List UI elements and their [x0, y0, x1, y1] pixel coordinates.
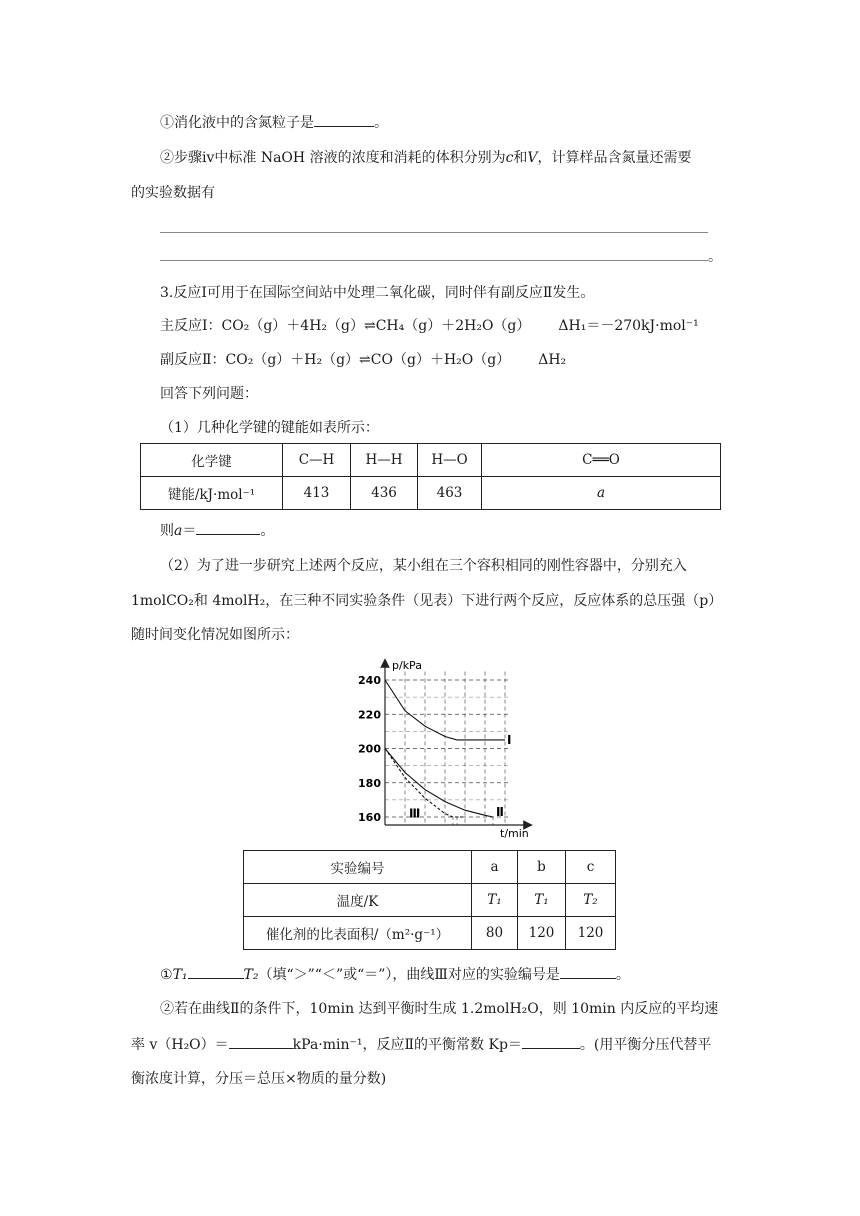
- main-dh: ΔH₁＝－270kJ·mol⁻¹: [558, 318, 699, 334]
- answer-rule-2[interactable]: [160, 260, 708, 261]
- series-label: Ⅱ: [496, 804, 504, 819]
- q1-end-5: 。: [708, 249, 722, 265]
- table-cell: 催化剂的比表面积/（m²·g⁻¹）: [244, 917, 472, 950]
- table-row: [244, 917, 616, 950]
- y-tick-label: 180: [358, 776, 381, 790]
- var-t1: T₁: [172, 967, 188, 983]
- q1-text-2: ②步骤ⅳ中标准 NaOH 溶液的浓度和消耗的体积分别为: [160, 150, 506, 166]
- table-cell: 413: [283, 477, 351, 510]
- q1-line-1: [160, 112, 388, 133]
- var-c: c: [505, 150, 514, 166]
- part-2-line-3: 随时间变化情况如图所示：: [131, 627, 299, 643]
- subq-2-part-a: 率 v（H₂O）＝: [131, 1037, 229, 1053]
- var-v: V: [527, 150, 538, 166]
- q1-end-1: 。: [374, 115, 388, 131]
- y-axis-label: p/kPa: [392, 659, 422, 672]
- table-cell: H—O: [418, 444, 482, 477]
- then-a-line: [160, 520, 274, 541]
- var-a: a: [174, 523, 183, 539]
- experiment-table: [243, 850, 616, 950]
- part-1-text: （1）几种化学键的键能如表所示：: [160, 420, 379, 436]
- answer-rule-1[interactable]: [160, 232, 708, 233]
- pressure-time-chart: [350, 655, 540, 840]
- table-cell: 120: [566, 917, 616, 950]
- var-t2: T₂: [243, 967, 259, 983]
- table-cell: T₂: [566, 884, 616, 917]
- side-label: 副反应Ⅱ：: [160, 352, 226, 368]
- main-label: 主反应Ⅰ：: [160, 318, 222, 334]
- y-tick-label: 240: [358, 674, 381, 687]
- table-cell: C══O: [482, 444, 721, 477]
- part-2-line-1: （2）为了进一步研究上述两个反应，某小组在三个容积相同的刚性容器中，分别充入: [160, 558, 687, 574]
- table-cell: 化学键: [141, 444, 283, 477]
- table-row: [244, 884, 616, 917]
- main-reaction: [160, 316, 699, 336]
- table-cell: 436: [351, 477, 418, 510]
- subq-2-line-3: 衡浓度计算，分压＝总压×物质的量分数): [131, 1071, 387, 1087]
- table-row: [244, 851, 616, 884]
- chart-grid: [385, 671, 510, 825]
- x-axis-label: t/min: [500, 827, 529, 840]
- y-tick-label: 200: [358, 742, 381, 756]
- side-eq: CO₂（g）＋H₂（g）⇌CO（g）＋H₂O（g）: [225, 352, 511, 368]
- table-cell: a: [482, 477, 721, 510]
- table-cell: a: [472, 851, 518, 884]
- blank-1[interactable]: [314, 112, 374, 127]
- blank-rate[interactable]: [229, 1034, 293, 1049]
- side-reaction: [160, 350, 566, 370]
- table-cell: C—H: [283, 444, 351, 477]
- blank-compare[interactable]: [188, 964, 244, 979]
- table-cell: c: [566, 851, 616, 884]
- table-row: [141, 444, 721, 477]
- q1-and: 和: [513, 150, 528, 166]
- then-eq: ＝: [182, 523, 197, 539]
- table-cell: 实验编号: [244, 851, 472, 884]
- y-tick-label: 160: [358, 811, 381, 824]
- blank-curve-iii[interactable]: [560, 964, 616, 979]
- series-label: Ⅲ: [409, 806, 421, 821]
- table-cell: b: [518, 851, 566, 884]
- subq-1-line: ①T₁ T₂（填“＞”“＜”或“＝”），曲线Ⅲ对应的实验编号是 。: [160, 964, 630, 985]
- table-cell: H—H: [351, 444, 418, 477]
- part-2-line-2: 1molCO₂和 4molH₂，在三种不同实验条件（见表）下进行两个反应，反应体系的总压强（p）: [131, 593, 723, 609]
- table-cell: T₁: [472, 884, 518, 917]
- then-end: 。: [260, 523, 275, 539]
- table-cell: 120: [518, 917, 566, 950]
- subq-2-line-1: ②若在曲线Ⅱ的条件下，10min 达到平衡时生成 1.2molH₂O，则 10min 内反应的平均速: [160, 1001, 719, 1017]
- series-label: Ⅰ: [507, 732, 512, 747]
- table-cell: 463: [418, 477, 482, 510]
- q3-intro: 3.反应Ⅰ可用于在国际空间站中处理二氧化碳，同时伴有副反应Ⅱ发生。: [160, 285, 595, 301]
- main-eq: CO₂（g）＋4H₂（g）⇌CH₄（g）＋2H₂O（g）: [221, 318, 531, 334]
- subq-2-part-c: 。(用平衡分压代替平: [579, 1037, 712, 1053]
- q1-rest-2: ，计算样品含氮量还需要: [537, 150, 692, 166]
- q1-line-3: 的实验数据有: [131, 185, 215, 201]
- table-cell: 键能/kJ·mol⁻¹: [141, 477, 283, 510]
- subq-1-end: 。: [615, 967, 630, 983]
- table-cell: 温度/K: [244, 884, 472, 917]
- table-row: [141, 477, 721, 510]
- subq-1-rest: （填“＞”“＜”或“＝”），曲线Ⅲ对应的实验编号是: [258, 967, 560, 983]
- q1-text-1: ①消化液中的含氮粒子是: [160, 115, 314, 131]
- table-cell: T₁: [518, 884, 566, 917]
- side-dh: ΔH₂: [538, 352, 567, 368]
- q1-line-2: [160, 148, 692, 168]
- y-tick-label: 220: [358, 708, 381, 722]
- bond-energy-table: [140, 443, 721, 510]
- subq-2-line-2: [131, 1034, 711, 1055]
- answer-prompt: 回答下列问题：: [160, 386, 258, 402]
- table-cell: 80: [472, 917, 518, 950]
- then-label: 则: [160, 523, 174, 539]
- blank-a[interactable]: [196, 520, 260, 535]
- blank-kp[interactable]: [522, 1034, 580, 1049]
- subq-2-part-b: kPa·min⁻¹，反应Ⅱ的平衡常数 Kp＝: [292, 1037, 522, 1053]
